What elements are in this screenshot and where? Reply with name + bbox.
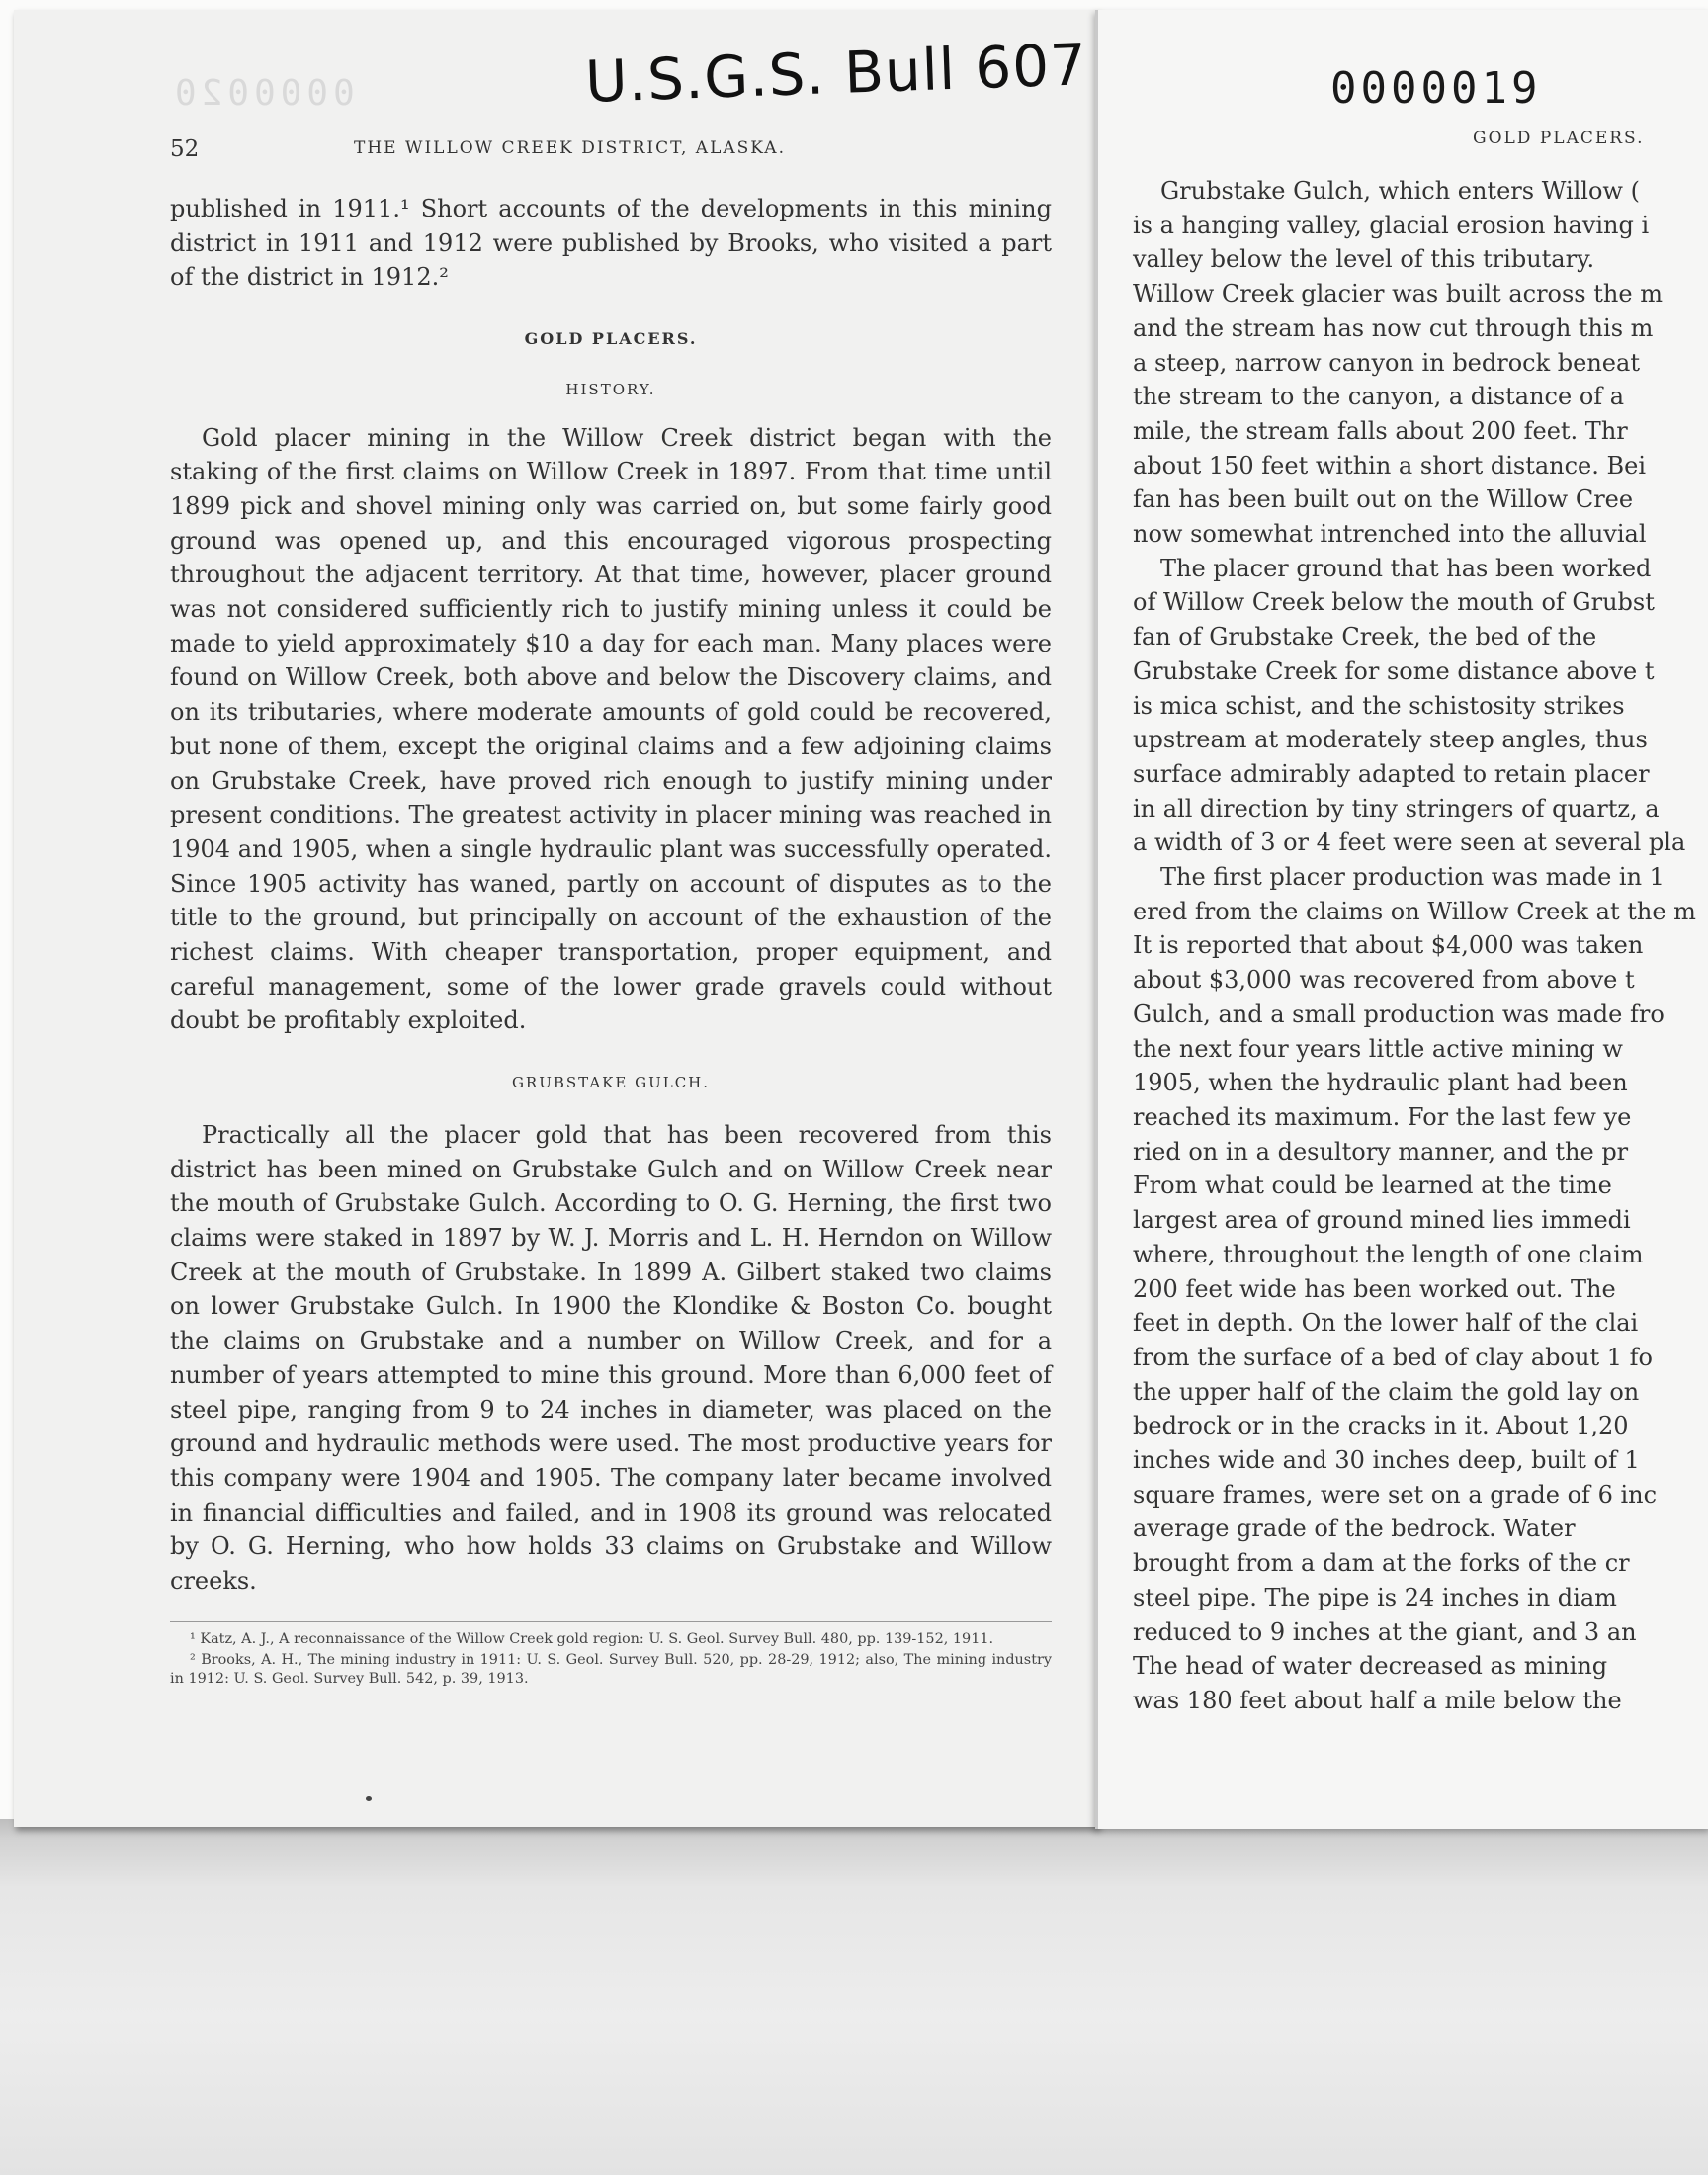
text-line: fan has been built out on the Willow Cree <box>1133 485 1634 514</box>
stamp-ghost-number: 0000020 <box>170 73 355 114</box>
subheading-grubstake: GRUBSTAKE GULCH. <box>511 1074 711 1092</box>
footnote: ¹ Katz, A. J., A reconnaissance of the Willow Creek gold region: U. S. Geol. Survey Bull. 480, pp. 139-152, 1911. <box>190 1631 994 1647</box>
section-heading: GOLD PLACERS. <box>524 329 698 349</box>
text-line: It is reported that about $4,000 was taken <box>1133 931 1644 960</box>
text-line: about 150 feet within a short distance. Bei <box>1133 451 1647 479</box>
subheading-history: HISTORY. <box>565 380 656 398</box>
text-line: the next four years little active mining w <box>1133 1034 1623 1063</box>
running-head-left: THE WILLOW CREEK DISTRICT, ALASKA. <box>354 138 786 158</box>
scanner-background <box>0 1819 1708 2175</box>
text-line: 1905, when the hydraulic plant had been <box>1133 1069 1628 1097</box>
text-line: mile, the stream falls about 200 feet. Thr <box>1133 416 1628 445</box>
text-line: a steep, narrow canyon in bedrock beneat <box>1133 348 1640 377</box>
text-line: largest area of ground mined lies immedi <box>1133 1206 1631 1235</box>
text-line: Willow Creek glacier was built across the m <box>1133 280 1663 308</box>
text-line: in all direction by tiny stringers of quartz, a <box>1133 794 1660 823</box>
text-line: about $3,000 was recovered from above t <box>1133 966 1635 995</box>
text-line: Gulch, and a small production was made fro <box>1133 1000 1665 1028</box>
text-line: the stream to the canyon, a distance of a <box>1133 383 1625 411</box>
right-column-text <box>1133 174 1708 1718</box>
running-head-right: GOLD PLACERS. <box>1473 129 1645 148</box>
text-line: the upper half of the claim the gold lay on <box>1133 1377 1640 1406</box>
left-column-text <box>170 192 1052 1599</box>
text-line: upstream at moderately steep angles, thus <box>1133 726 1648 754</box>
text-line: The placer ground that has been worked <box>1160 554 1652 582</box>
text-line: reached its maximum. For the last few ye <box>1133 1102 1632 1131</box>
text-line: reduced to 9 inches at the giant, and 3 an <box>1133 1617 1637 1646</box>
text-line: From what could be learned at the time <box>1133 1172 1612 1200</box>
text-line: a width of 3 or 4 feet were seen at several pla <box>1133 828 1686 857</box>
text-line: of Willow Creek below the mouth of Grubst <box>1133 588 1655 617</box>
text-line: brought from a dam at the forks of the cr <box>1133 1549 1630 1578</box>
text-line: was 180 feet about half a mile below the <box>1133 1686 1622 1714</box>
text-line: surface admirably adapted to retain placer <box>1133 759 1650 788</box>
text-line: valley below the level of this tributary. <box>1133 245 1595 274</box>
text-line: and the stream has now cut through this m <box>1133 313 1654 342</box>
text-line: feet in depth. On the lower half of the clai <box>1133 1309 1639 1338</box>
intro-paragraph: published in 1911.¹ Short accounts of the developments in this mining district in 1911 and 1912 were published by Brooks, who visited a part of the district in 1912.² <box>170 195 1052 292</box>
footnote: ² Brooks, A. H., The mining industry in 1911: U. S. Geol. Survey Bull. 520, pp. 28-29, 1912; also, The mining industry in 1912: U. S. Geol. Survey Bull. 542, p. 39, 1913. <box>170 1652 1052 1687</box>
text-line: Grubstake Gulch, which enters Willow ( <box>1160 177 1640 205</box>
text-line: The head of water decreased as mining <box>1133 1652 1608 1681</box>
text-line: steel pipe. The pipe is 24 inches in diam <box>1133 1583 1617 1611</box>
history-paragraph: Gold placer mining in the Willow Creek district began with the staking of the first claims on Willow Creek in 1897. From that time until 1899 pick and shovel mining only was carried on, but some fairly good ground was opened up, and this encouraged vigorous prospecting throughout the adjacent territory. At that time, however, placer ground was not considered sufficiently rich to justify mining unless it could be made to yield approximately $10 a day for each man. Many places were found on Willow Creek, both above and below the Discovery claims, and on its tributaries, where moderate amounts of gold could be recovered, but none of them, except the original claims and a few adjoining claims on Grubstake Creek, have proved rich enough to justify mining under present conditions. The greatest activity in placer mining was reached in 1904 and 1905, when a single hydraulic plant was successfully operated. Since 1905 activity has waned, partly on account of disputes as to the title to the ground, but principally on account of the exhaustion of the richest claims. With cheaper transportation, proper equipment, and careful management, some of the lower grade gravels could without doubt be profitably exploited. <box>170 423 1052 1035</box>
text-line: ried on in a desultory manner, and the pr <box>1133 1137 1629 1166</box>
text-line: square frames, were set on a grade of 6 inc <box>1133 1480 1658 1509</box>
text-line: from the surface of a bed of clay about 1 fo <box>1133 1343 1653 1371</box>
text-line: now somewhat intrenched into the alluvial <box>1133 520 1647 549</box>
stamp-number: 0000019 <box>1330 63 1542 114</box>
text-line: ered from the claims on Willow Creek at the m <box>1133 897 1696 925</box>
text-line: The first placer production was made in 1 <box>1160 863 1665 892</box>
footnotes <box>170 1621 1052 1691</box>
text-line: is mica schist, and the schistosity strikes <box>1133 691 1625 720</box>
text-line: bedrock or in the cracks in it. About 1,20 <box>1133 1412 1629 1440</box>
handwritten-label: U.S.G.S. Bull 607 <box>583 31 1089 116</box>
grubstake-paragraph: Practically all the placer gold that has been recovered from this district has been mined on Grubstake Gulch and on Willow Creek near the mouth of Grubstake Gulch. According to O. G. Herning, the first two claims were staked in 1897 by W. J. Morris and L. H. Herndon on Willow Creek at the mouth of Grubstake. In 1899 A. Gilbert staked two claims on lower Grubstake Gulch. In 1900 the Klondike & Boston Co. bought the claims on Grubstake and a number on Willow Creek, and for a number of years attempted to mine this ground. More than 6,000 feet of steel pipe, ranging from 9 to 24 inches in diameter, was placed on the ground and hydraulic methods were used. The most productive years for this company were 1904 and 1905. The company later became involved in financial difficulties and failed, and in 1908 its ground was relocated by O. G. Herning, who how holds 33 claims on Grubstake and Willow creeks. <box>170 1120 1052 1596</box>
text-line: fan of Grubstake Creek, the bed of the <box>1133 623 1597 652</box>
page-number: 52 <box>170 136 200 162</box>
text-line: Grubstake Creek for some distance above t <box>1133 656 1655 685</box>
text-line: average grade of the bedrock. Water <box>1133 1515 1576 1543</box>
text-line: where, throughout the length of one claim <box>1133 1240 1644 1268</box>
text-line: 200 feet wide has been worked out. The <box>1133 1274 1616 1303</box>
dust-speck <box>366 1796 372 1801</box>
text-line: inches wide and 30 inches deep, built of 1 <box>1133 1446 1640 1475</box>
text-line: is a hanging valley, glacial erosion having i <box>1133 211 1650 239</box>
